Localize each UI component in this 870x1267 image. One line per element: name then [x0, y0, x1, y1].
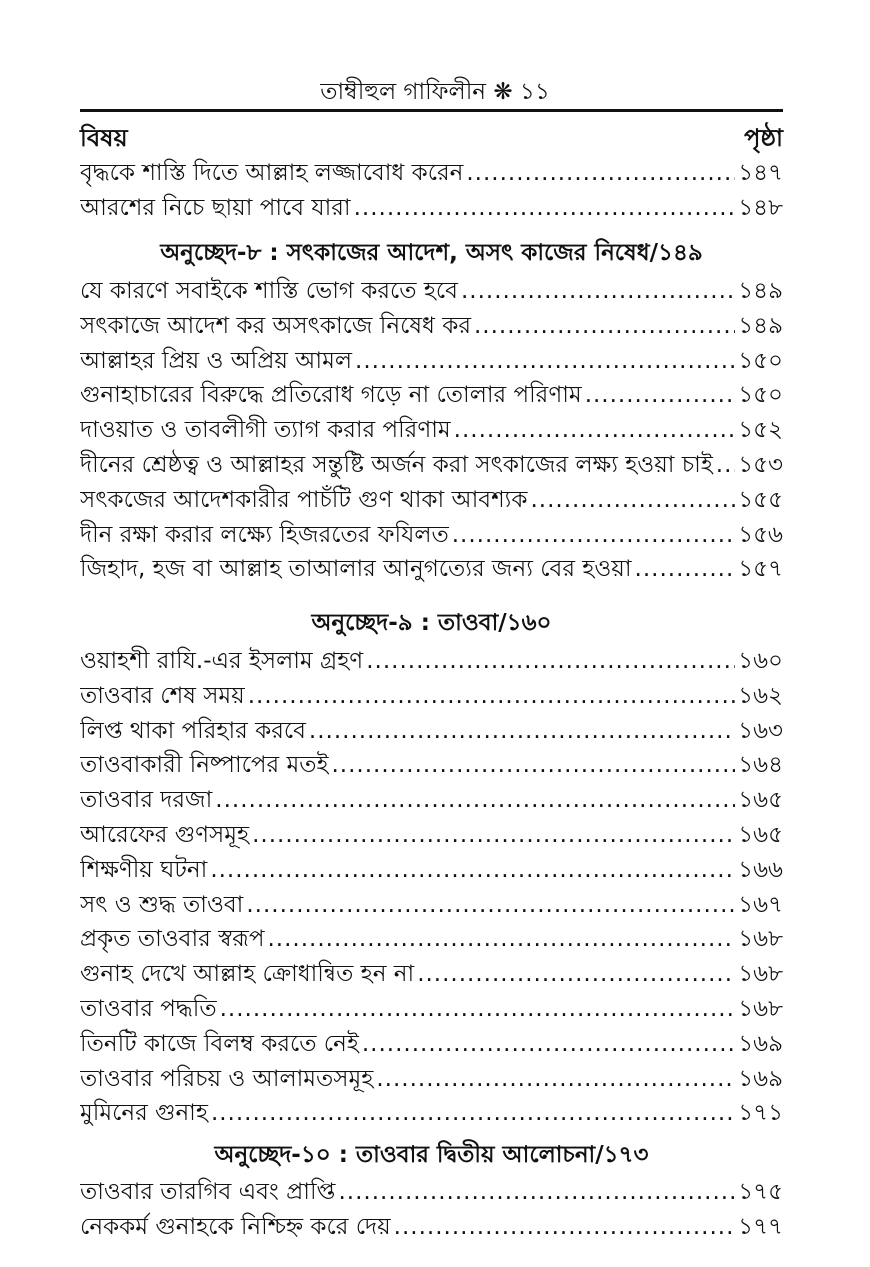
entry-page: ১৭৭ — [738, 1213, 783, 1240]
toc-entry — [80, 748, 783, 783]
entry-page: ১৪৯ — [738, 312, 783, 339]
dot-leader — [530, 483, 735, 518]
toc-entry — [80, 888, 783, 923]
entry-title: তাওবার শেষ সময় — [80, 682, 245, 709]
entry-page: ১৪৭ — [738, 160, 783, 186]
dot-leader — [215, 783, 735, 818]
subject-heading: বিষয় — [80, 124, 128, 152]
entry-page: ১৫৩ — [738, 451, 783, 478]
section-heading-9: অনুচ্ছেদ-৯ : তাওবা/১৬০ — [311, 610, 552, 636]
entry-title: শিক্ষণীয় ঘটনা — [80, 856, 208, 883]
entry-page: ১৬৫ — [738, 821, 783, 848]
toc-entry — [80, 1027, 783, 1062]
dot-leader — [338, 1175, 735, 1210]
entry-title: নেককর্ম গুনাহকে নিশ্চিহ্ন করে দেয় — [80, 1213, 391, 1240]
entry-page: ১৬২ — [738, 682, 783, 709]
toc-entry — [80, 552, 783, 587]
entry-title: সৎকজের আদেশকারীর পাচঁটি গুণ থাকা আবশ্যক — [80, 486, 528, 513]
entry-page: ১৪৯ — [738, 278, 783, 304]
header-rule — [80, 109, 783, 112]
entry-title: দীন রক্ষা করার লক্ষ্যে হিজরতের ফযিলত — [80, 521, 449, 548]
entry-page: ১৬৯ — [738, 1065, 783, 1092]
toc-entry — [80, 309, 783, 344]
entry-page: ১৫০ — [738, 382, 783, 409]
entry-title: দীনের শ্রেষ্ঠত্ব ও আল্লাহর সন্তুষ্টি অর্জন করা সৎকাজের লক্ষ্য হওয়া চাই — [80, 451, 713, 478]
dot-leader — [309, 714, 735, 749]
dot-leader — [452, 518, 735, 553]
toc-entry — [80, 191, 783, 226]
entry-page: ১৬৮ — [738, 995, 783, 1022]
toc-entry — [80, 1210, 783, 1245]
toc-entry — [80, 378, 783, 413]
toc-entry — [80, 448, 783, 483]
entry-page: ১৬৬ — [738, 856, 783, 883]
section-heading-8: অনুচ্ছেদ-৮ : সৎকাজের আদেশ, অসৎ কাজের নিষেধ/১৪৯ — [160, 240, 703, 266]
dot-leader — [474, 309, 735, 344]
dot-leader — [252, 818, 735, 853]
page-heading: পৃষ্ঠা — [744, 124, 783, 152]
entry-title: গুনাহাচারের বিরুদ্ধে প্রতিরোধ গড়ে না তোলার পরিণাম — [80, 382, 582, 409]
entry-title: তাওবার দরজা — [80, 787, 213, 814]
entry-title: প্রকৃত তাওবার স্বরূপ — [80, 926, 265, 953]
entry-title: তিনটি কাজে বিলম্ব করতে নেই — [80, 1030, 359, 1057]
dot-leader — [354, 191, 736, 226]
dot-leader — [454, 413, 736, 448]
toc-group-1 — [80, 156, 783, 226]
toc-entry — [80, 992, 783, 1027]
toc-entry — [80, 957, 783, 992]
dot-leader — [362, 1027, 735, 1062]
dot-leader — [248, 679, 735, 714]
entry-page: ১৭৫ — [738, 1179, 783, 1205]
dot-leader — [246, 888, 735, 923]
entry-title: সৎকাজে আদেশ কর অসৎকাজে নিষেধ কর — [80, 312, 471, 339]
dot-leader — [716, 448, 735, 483]
toc-entry — [80, 1062, 783, 1097]
entry-title: তাওবাকারী নিষ্পাপের মতই — [80, 752, 329, 779]
section-heading-10: অনুচ্ছেদ-১০ : তাওবার দ্বিতীয় আলোচনা/১৭৩ — [214, 1142, 649, 1168]
entry-page: ১৬৮ — [738, 926, 783, 953]
entry-page: ১৬৪ — [738, 752, 783, 779]
entry-title: বৃদ্ধকে শাস্তি দিতে আল্লাহ লজ্জাবোধ করেন — [80, 160, 464, 186]
entry-page: ১৫৭ — [738, 556, 783, 583]
dot-leader — [394, 1210, 735, 1245]
dot-leader — [220, 992, 736, 1027]
entry-page: ১৪৮ — [738, 194, 783, 221]
entry-title: তাওবার পদ্ধতি — [80, 995, 217, 1022]
entry-title: মুমিনের গুনাহ — [80, 1100, 208, 1127]
toc-group-2 — [80, 274, 783, 587]
entry-title: জিহাদ, হজ বা আল্লাহ তাআলার আনুগত্যের জন্য বের হওয়া — [80, 556, 632, 583]
toc-entry — [80, 518, 783, 553]
entry-page: ১৫৫ — [738, 486, 783, 513]
dot-leader — [366, 644, 735, 679]
dot-leader — [211, 1096, 735, 1131]
entry-page: ১৫২ — [738, 417, 783, 444]
toc-entry — [80, 818, 783, 853]
dot-leader — [210, 853, 735, 888]
toc-group-4 — [80, 1175, 783, 1245]
entry-title: দাওয়াত ও তাবলীগী ত্যাগ করার পরিণাম — [80, 417, 451, 444]
toc-entry — [80, 714, 783, 749]
entry-page: ১৫৬ — [738, 521, 783, 548]
entry-title: যে কারণে সবাইকে শাস্তি ভোগ করতে হবে — [80, 278, 458, 304]
entry-page: ১৬০ — [738, 648, 783, 674]
dot-leader — [585, 378, 736, 413]
entry-page: ১৬৯ — [738, 1030, 783, 1057]
dot-leader — [461, 274, 735, 309]
toc-entry — [80, 483, 783, 518]
entry-title: ওয়াহশী রাযি.-এর ইসলাম গ্রহণ — [80, 648, 364, 674]
entry-title: সৎ ও শুদ্ধ তাওবা — [80, 891, 244, 918]
column-headings — [80, 122, 783, 154]
entry-title: তাওবার তারগিব এবং প্রাপ্তি — [80, 1179, 336, 1205]
dot-leader — [376, 1062, 735, 1097]
dot-leader — [331, 748, 735, 783]
toc-entry — [80, 679, 783, 714]
entry-title: আল্লাহর প্রিয় ও অপ্রিয় আমল — [80, 347, 353, 374]
entry-title: গুনাহ দেখে আল্লাহ ক্রোধান্বিত হন না — [80, 961, 415, 988]
dot-leader — [466, 156, 735, 191]
entry-title: তাওবার পরিচয় ও আলামতসমূহ — [80, 1065, 374, 1092]
entry-title: আরশের নিচে ছায়া পাবে যারা — [80, 194, 351, 221]
dot-leader — [355, 344, 735, 379]
entry-title: আরেফের গুণসমূহ — [80, 821, 250, 848]
dot-leader — [635, 552, 736, 587]
toc-entry — [80, 413, 783, 448]
toc-entry — [80, 1096, 783, 1131]
toc-entry — [80, 274, 783, 309]
entry-page: ১৬৩ — [738, 717, 783, 744]
toc-entry — [80, 853, 783, 888]
entry-title: লিপ্ত থাকা পরিহার করবে — [80, 717, 306, 744]
toc-entry — [80, 1175, 783, 1210]
toc-entry — [80, 922, 783, 957]
toc-entry — [80, 344, 783, 379]
toc-group-3 — [80, 644, 783, 1131]
dot-leader — [267, 922, 735, 957]
entry-page: ১৬৮ — [738, 961, 783, 988]
entry-page: ১৫০ — [738, 347, 783, 374]
dot-leader — [417, 957, 735, 992]
running-header: তাম্বীহুল গাফিলীন ❋ ১১ — [320, 79, 550, 105]
entry-page: ১৬৫ — [738, 787, 783, 814]
toc-entry — [80, 783, 783, 818]
entry-page: ১৬৭ — [738, 891, 783, 918]
entry-page: ১৭১ — [738, 1100, 783, 1127]
toc-entry — [80, 156, 783, 191]
toc-entry — [80, 644, 783, 679]
